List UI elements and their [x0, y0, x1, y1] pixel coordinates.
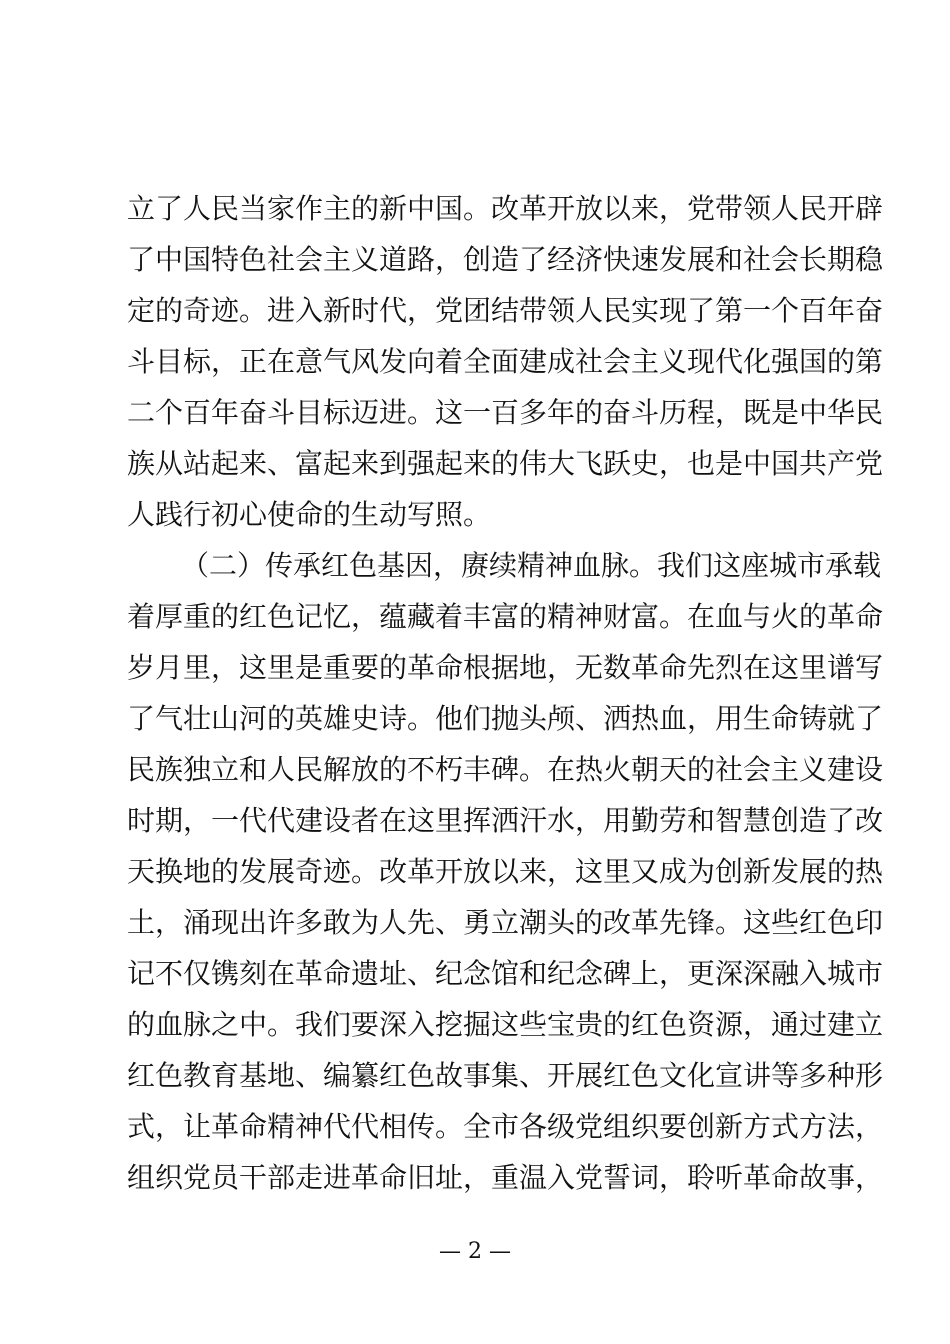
text-line: 的血脉之中。我们要深入挖掘这些宝贵的红色资源，通过建立 — [127, 1008, 884, 1041]
text-line: 族从站起来、富起来到强起来的伟大飞跃史，也是中国共产党 — [127, 447, 884, 480]
text-line: 斗目标，正在意气风发向着全面建成社会主义现代化强国的第 — [127, 345, 884, 378]
text-line: 土，涌现出许多敢为人先、勇立潮头的改革先锋。这些红色印 — [127, 906, 884, 939]
text-line: 定的奇迹。进入新时代，党团结带领人民实现了第一个百年奋 — [127, 294, 884, 327]
text-line: 了气壮山河的英雄史诗。他们抛头颅、洒热血，用生命铸就了 — [127, 702, 884, 735]
text-line: 式，让革命精神代代相传。全市各级党组织要创新方式方法， — [127, 1110, 884, 1143]
paragraph-2 — [127, 540, 884, 1203]
text-line: 天换地的发展奇迹。改革开放以来，这里又成为创新发展的热 — [127, 855, 884, 888]
paragraph-1 — [127, 183, 884, 540]
section-heading-line: （二）传承红色基因，赓续精神血脉。我们这座城市承载 — [181, 549, 882, 582]
text-line: 民族独立和人民解放的不朽丰碑。在热火朝天的社会主义建设 — [127, 753, 884, 786]
text-line: 时期，一代代建设者在这里挥洒汗水，用勤劳和智慧创造了改 — [127, 804, 884, 837]
text-line: 记不仅镌刻在革命遗址、纪念馆和纪念碑上，更深深融入城市 — [127, 957, 884, 990]
text-line: 二个百年奋斗目标迈进。这一百多年的奋斗历程，既是中华民 — [127, 396, 884, 429]
text-line: 人践行初心使命的生动写照。 — [127, 498, 492, 531]
text-line: 着厚重的红色记忆，蕴藏着丰富的精神财富。在血与火的革命 — [127, 600, 884, 633]
body-text — [127, 183, 884, 1203]
text-line: 组织党员干部走进革命旧址，重温入党誓词，聆听革命故事， — [127, 1161, 884, 1194]
text-line: 岁月里，这里是重要的革命根据地，无数革命先烈在这里谱写 — [127, 651, 884, 684]
page-number: — 2 — — [439, 1239, 511, 1264]
text-line: 了中国特色社会主义道路，创造了经济快速发展和社会长期稳 — [127, 243, 884, 276]
text-line: 立了人民当家作主的新中国。改革开放以来，党带领人民开辟 — [127, 192, 884, 225]
text-line: 红色教育基地、编纂红色故事集、开展红色文化宣讲等多种形 — [127, 1059, 884, 1092]
